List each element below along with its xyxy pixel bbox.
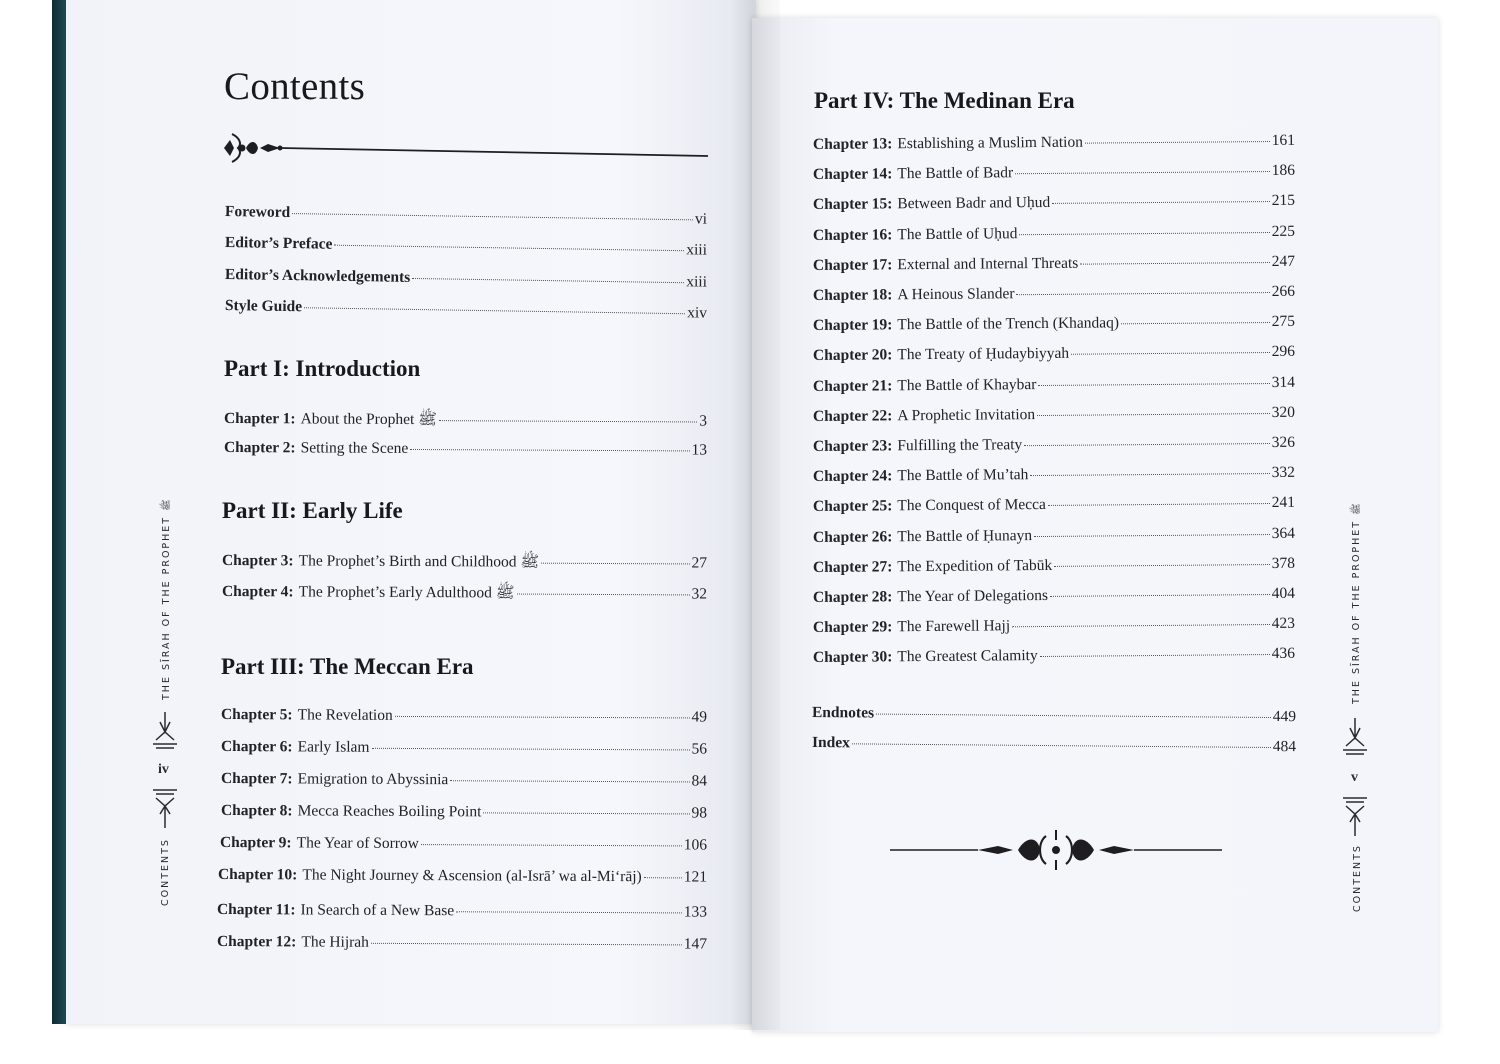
chapter-label: Chapter 19: — [812, 316, 893, 335]
page-number: 266 — [1271, 282, 1296, 300]
page-number: 32 — [691, 585, 708, 603]
chapter-title: Early Islam — [297, 738, 370, 756]
chapter-title: A Heinous Slander — [897, 285, 1015, 304]
chapter-title: The Battle of Mu’tah — [897, 466, 1029, 485]
dot-leader — [1080, 261, 1269, 265]
chapter-label: Chapter 4: — [221, 583, 294, 601]
dot-leader — [1085, 140, 1270, 144]
left-folio: iv — [158, 762, 169, 777]
page-number: 314 — [1271, 373, 1296, 391]
page-number: 84 — [691, 772, 708, 790]
dot-leader — [395, 715, 690, 719]
page-number: xiv — [687, 304, 708, 322]
chapter-title: About the Prophet ﷺ — [300, 410, 437, 429]
dot-leader — [1071, 351, 1270, 355]
dot-leader — [1038, 382, 1269, 386]
chapter-label: Chapter 20: — [812, 346, 893, 365]
chapter-label: Chapter 10: — [217, 866, 298, 884]
page-number: 449 — [1272, 708, 1297, 726]
page-number: 423 — [1271, 614, 1296, 633]
book-gutter — [730, 0, 780, 1030]
dot-leader — [372, 747, 690, 751]
chapter-label: Chapter 7: — [220, 770, 293, 788]
chapter-label: Chapter 9: — [219, 834, 292, 852]
chapter-label: Chapter 26: — [812, 527, 893, 546]
part-heading: Part I: Introduction — [224, 356, 421, 381]
chapter-title: Emigration to Abyssinia — [297, 770, 449, 789]
page-number: 378 — [1271, 554, 1296, 572]
page-number: 147 — [683, 935, 708, 953]
page-number: 121 — [683, 868, 708, 886]
chapter-row — [221, 706, 707, 727]
dot-leader — [371, 942, 682, 946]
dot-leader — [304, 306, 685, 314]
chapter-row — [217, 901, 707, 922]
chapter-label: Chapter 1: — [223, 410, 296, 428]
chapter-title: The Greatest Calamity — [897, 647, 1038, 666]
left-upper-folio-ornament — [150, 710, 180, 750]
page-number: 215 — [1271, 192, 1296, 210]
dot-leader — [852, 742, 1271, 748]
chapter-label: Chapter 27: — [812, 558, 893, 576]
page-number: 436 — [1271, 645, 1296, 663]
dot-leader — [456, 910, 682, 913]
right-upper-folio-ornament — [1340, 716, 1370, 758]
dot-leader — [1016, 291, 1269, 295]
page-number: 106 — [683, 836, 708, 854]
dot-leader — [1052, 200, 1270, 204]
dot-leader — [292, 212, 693, 220]
chapter-label: Chapter 29: — [812, 618, 893, 637]
chapter-row — [813, 222, 1295, 244]
dot-leader — [1015, 170, 1270, 174]
dot-leader — [1034, 533, 1270, 537]
chapter-title: A Prophetic Invitation — [897, 405, 1036, 425]
right-section-label: CONTENTS — [1352, 844, 1363, 912]
chapter-label: Chapter 8: — [220, 802, 293, 820]
dot-leader — [421, 843, 682, 846]
part-heading: Part III: The Meccan Era — [221, 654, 474, 679]
part-iv-heading: Part IV: The Medinan Era — [814, 88, 1075, 113]
chapter-title: The Year of Delegations — [897, 586, 1049, 606]
page-number: 225 — [1271, 222, 1296, 240]
dot-leader — [1048, 502, 1270, 506]
chapter-label: Chapter 21: — [812, 376, 893, 395]
chapter-label: Chapter 12: — [216, 933, 297, 951]
page-number: 186 — [1271, 161, 1296, 180]
chapter-title: The Year of Sorrow — [296, 834, 419, 853]
chapter-title: The Battle of Ḥunayn — [897, 526, 1033, 545]
page-number: xiii — [686, 241, 708, 259]
page-number: 133 — [683, 903, 708, 921]
page-number: 275 — [1271, 312, 1296, 331]
dot-leader — [1012, 623, 1270, 627]
page-number: 320 — [1271, 403, 1296, 421]
chapter-row — [224, 439, 707, 460]
chapter-title: External and Internal Threats — [897, 254, 1079, 274]
page-number: 326 — [1271, 433, 1296, 451]
chapter-label: Chapter 13: — [812, 135, 893, 153]
page-number: 13 — [691, 441, 708, 459]
dot-leader — [1024, 442, 1270, 446]
dot-leader — [1019, 231, 1269, 235]
dot-leader — [410, 448, 689, 451]
page-number: 241 — [1271, 494, 1296, 512]
entry-title: Endnotes — [811, 704, 875, 722]
page-number: vi — [694, 210, 708, 228]
chapter-label: Chapter 5: — [220, 706, 293, 724]
chapter-label: Chapter 30: — [812, 648, 893, 667]
chapter-title: In Search of a New Base — [300, 901, 455, 920]
chapter-label: Chapter 22: — [812, 407, 893, 425]
page-number: 484 — [1272, 738, 1297, 756]
dot-leader — [439, 419, 697, 422]
part-heading: Part II: Early Life — [222, 498, 403, 523]
entry-title: Style Guide — [224, 297, 303, 316]
chapter-title: The Conquest of Mecca — [897, 496, 1046, 515]
chapter-title: The Battle of the Trench (Khandaq) — [897, 314, 1120, 334]
page-number: 49 — [691, 708, 708, 726]
dot-leader — [1121, 321, 1270, 324]
chapter-label: Chapter 25: — [812, 497, 893, 516]
dot-leader — [644, 876, 682, 878]
chapter-row — [218, 866, 707, 887]
dot-leader — [412, 277, 684, 283]
entry-title: Editor’s Preface — [224, 234, 333, 253]
dot-leader — [541, 562, 689, 565]
chapter-title: The Expedition of Tabūk — [897, 556, 1053, 576]
title-flourish-ornament — [220, 126, 712, 170]
end-flourish-ornament — [888, 826, 1224, 876]
chapter-title: Fulfilling the Treaty — [897, 436, 1023, 455]
dot-leader — [1054, 563, 1269, 567]
chapter-row — [813, 373, 1295, 395]
chapter-label: Chapter 28: — [812, 588, 893, 606]
chapter-title: The Prophet’s Birth and Childhood ﷺ — [298, 552, 540, 571]
contents-title: Contents — [224, 65, 366, 108]
dot-leader — [1040, 653, 1270, 657]
right-lower-folio-ornament — [1340, 794, 1370, 838]
dot-leader — [1037, 412, 1270, 416]
left-lower-folio-ornament — [150, 786, 180, 830]
dot-leader — [334, 244, 684, 251]
dot-leader — [483, 811, 689, 814]
chapter-label: Chapter 2: — [223, 439, 296, 457]
entry-title: Foreword — [224, 203, 291, 222]
chapter-row — [224, 408, 707, 434]
page-number: xiii — [686, 273, 708, 291]
chapter-title: The Farewell Hajj — [897, 617, 1011, 636]
chapter-title: The Prophet’s Early Adulthood ﷺ — [298, 583, 515, 602]
chapter-label: Chapter 6: — [220, 738, 293, 756]
dot-leader — [517, 593, 690, 596]
chapter-label: Chapter 24: — [812, 467, 893, 486]
chapter-title: The Treaty of Ḥudaybiyyah — [897, 345, 1070, 364]
chapter-label: Chapter 17: — [812, 256, 893, 274]
dot-leader — [1030, 472, 1269, 476]
chapter-row — [221, 738, 707, 759]
entry-title: Index — [811, 734, 850, 752]
page-number: 56 — [691, 740, 708, 758]
chapter-label: Chapter 18: — [812, 286, 893, 304]
chapter-title: The Battle of Khaybar — [897, 375, 1037, 394]
chapter-title: The Battle of Badr — [897, 164, 1014, 183]
chapter-label: Chapter 23: — [812, 437, 893, 455]
chapter-title: The Night Journey & Ascension (al-Isrā’ wa al-Mi‘rāj) — [302, 866, 642, 886]
right-running-head: THE SĪRAH OF THE PROPHET ﷺ — [1351, 503, 1362, 704]
chapter-label: Chapter 3: — [221, 552, 294, 570]
chapter-row — [220, 834, 707, 855]
dot-leader — [1050, 593, 1270, 597]
page-number: 404 — [1271, 584, 1296, 602]
chapter-label: Chapter 15: — [812, 195, 893, 214]
entry-title: Editor’s Acknowledgements — [224, 266, 411, 286]
right-folio: v — [1351, 770, 1358, 785]
chapter-row — [222, 581, 707, 607]
chapter-label: Chapter 14: — [812, 165, 893, 184]
chapter-row — [813, 524, 1295, 546]
dot-leader — [450, 779, 689, 782]
page-number: 161 — [1271, 131, 1296, 149]
page-number: 364 — [1271, 524, 1296, 542]
page-number: 296 — [1271, 343, 1296, 361]
chapter-title: The Revelation — [297, 706, 393, 724]
chapter-title: Mecca Reaches Boiling Point — [297, 802, 482, 821]
page-number: 247 — [1271, 252, 1296, 270]
chapter-title: Between Badr and Uḥud — [897, 194, 1051, 213]
left-section-label: CONTENTS — [160, 838, 171, 906]
chapter-title: Establishing a Muslim Nation — [897, 133, 1083, 153]
chapter-label: Chapter 11: — [216, 901, 296, 919]
chapter-title: Setting the Scene — [300, 439, 409, 457]
chapter-title: The Hijrah — [301, 933, 369, 951]
chapter-row — [222, 550, 707, 576]
chapter-row — [221, 770, 707, 791]
chapter-label: Chapter 16: — [812, 225, 893, 244]
left-running-head: THE SĪRAH OF THE PROPHET ﷺ — [161, 499, 172, 700]
chapter-title: The Battle of Uḥud — [897, 224, 1018, 243]
page-number: 98 — [691, 804, 708, 822]
page-number: 3 — [699, 412, 708, 430]
page-number: 332 — [1271, 463, 1296, 482]
chapter-row — [221, 802, 707, 823]
chapter-row — [217, 933, 707, 954]
dot-leader — [876, 713, 1271, 718]
page-number: 27 — [691, 554, 708, 572]
